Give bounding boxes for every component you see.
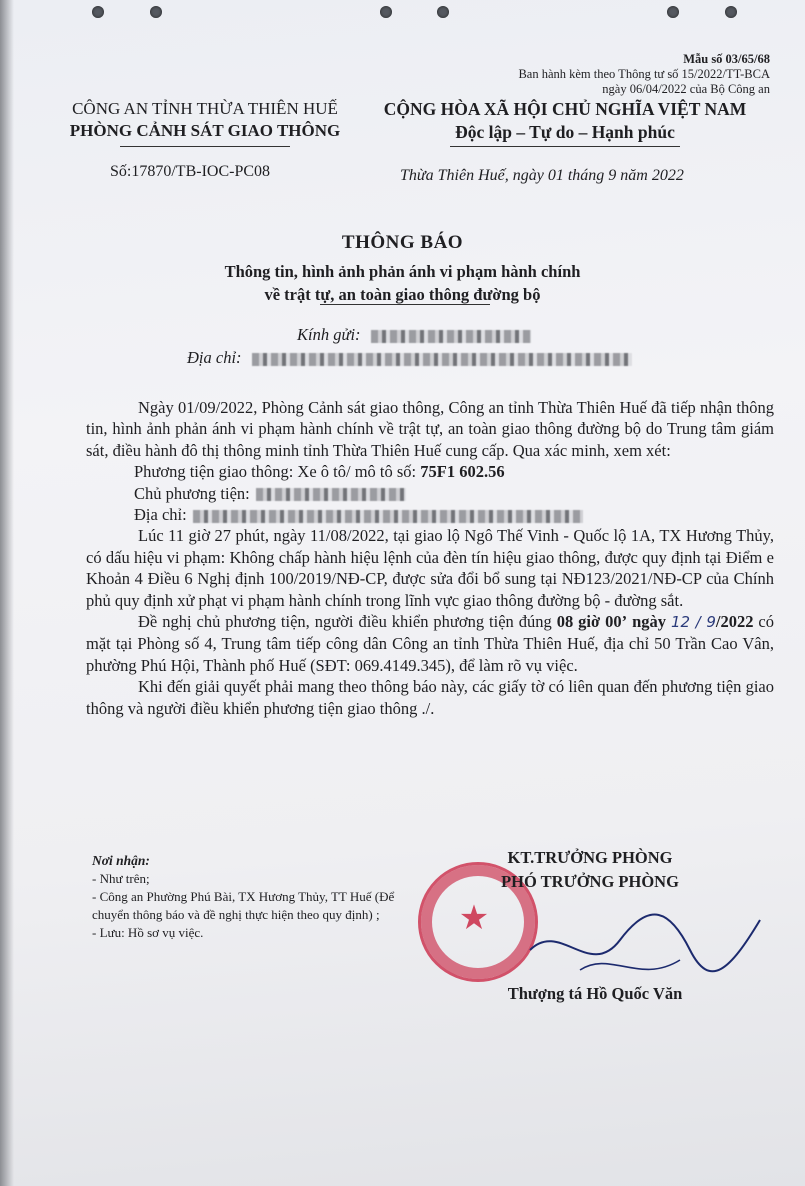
handwritten-date: 12 / 9 (670, 613, 716, 632)
agency-department: PHÒNG CẢNH SÁT GIAO THÔNG (69, 121, 341, 140)
notice-body (86, 397, 774, 719)
republic-motto: Độc lập – Tự do – Hạnh phúc (455, 122, 675, 142)
paragraph-intro: Ngày 01/09/2022, Phòng Cảnh sát giao thông, Công an tỉnh Thừa Thiên Huế đã tiếp nhận thông tin, hình ảnh phản ánh vi phạm hành chính về trật tự, an toàn giao thông đường bộ do Trung tâm giám sát, điều hành đô thị thông minh tỉnh Thừa Thiên Huế cung cấp. Qua xác minh, xem xét: (86, 398, 774, 460)
agency-header (50, 98, 360, 142)
seal-star-icon: ★ (458, 898, 490, 938)
appointment-day-label: ngày (632, 612, 667, 632)
signature-block (440, 846, 740, 894)
paragraph-instructions: Khi đến giải quyết phải mang theo thông báo này, các giấy tờ có liên quan đến phương tiện giao thông và người điều khiển phương tiện giao thông ./. (86, 677, 774, 718)
punch-hole (725, 6, 737, 18)
place-date: Thừa Thiên Huế, ngày 01 tháng 9 năm 2022 (400, 167, 684, 184)
notice-subtitle (0, 260, 805, 306)
recipient-item: - Công an Phường Phú Bài, TX Hương Thủy, TT Huế (Để chuyển thông báo và đề nghị thực hiện theo quy định) ; (92, 889, 395, 922)
appointment-time: 08 giờ 00’ (556, 612, 628, 632)
request-text-b: có mặt tại Phòng số 4, Trung tâm tiếp công dân Công an tỉnh Thừa Thiên Huế, địa chỉ 50 Trần Cao Vân, phường Phú Hội, Thành phố Huế (SĐT: 069.4149.345), để làm rõ vụ việc. (86, 612, 775, 675)
form-code: Mẫu số 03/65/68 (683, 52, 770, 66)
address-label: Địa chỉ: (187, 348, 242, 367)
vehicle-line (86, 461, 774, 482)
vehicle-plate: 75F1 602.56 (420, 462, 505, 482)
signer-name: Thượng tá Hồ Quốc Văn (507, 984, 683, 1003)
agency-parent: CÔNG AN TỈNH THỪA THIÊN HUẾ (72, 99, 338, 118)
punch-hole (667, 6, 679, 18)
recipients-list (92, 852, 422, 942)
subtitle-line1: Thông tin, hình ảnh phản ánh vi phạm hành chính (224, 262, 581, 281)
redacted-address (252, 353, 632, 366)
paragraph-violation: Lúc 11 giờ 27 phút, ngày 11/08/2022, tại giao lộ Ngô Thế Vinh - Quốc lộ 1A, TX Hương Thủy, có dấu hiệu vi phạm: Không chấp hành hiệu lệnh của đèn tín hiệu giao thông, được quy định tại Điểm e Khoản 4 Điều 6 Nghị định 100/2019/NĐ-CP, được sửa đổi bổ sung tại NĐ123/2021/NĐ-CP của Chính phủ quy định xử phạt vi phạm hành chính trong lĩnh vực giao thông đường bộ - đường sắt. (86, 526, 774, 610)
redacted-owner-address (193, 510, 583, 523)
agency-underline (120, 146, 290, 147)
recipient-item: - Lưu: Hồ sơ vụ việc. (92, 925, 204, 940)
motto-underline (450, 146, 680, 147)
document-number: Số:17870/TB-IOC-PC08 (110, 163, 271, 180)
request-text-a: Đề nghị chủ phương tiện, người điều khiển phương tiện đúng (138, 612, 557, 632)
form-issued-line2: ngày 06/04/2022 của Bộ Công an (602, 82, 770, 96)
appointment-year: /2022 (715, 612, 754, 632)
form-reference (470, 52, 770, 97)
owner-line (86, 483, 774, 504)
vehicle-label: Phương tiện giao thông: Xe ô tô/ mô tô số: (134, 462, 421, 482)
redacted-name (371, 330, 531, 343)
punch-hole (92, 6, 104, 18)
owner-label: Chủ phương tiện: (134, 483, 250, 503)
signature-subtitle: PHÓ TRƯỞNG PHÒNG (501, 872, 679, 891)
recipients-title: Nơi nhận: (92, 853, 150, 868)
owner-address-line (86, 504, 774, 525)
notice-title: THÔNG BÁO (341, 232, 464, 253)
recipient-line (297, 325, 531, 345)
signature-title: KT.TRƯỞNG PHÒNG (507, 848, 673, 867)
redacted-owner (256, 488, 406, 501)
punch-hole (380, 6, 392, 18)
republic-name: CỘNG HÒA XÃ HỘI CHỦ NGHĨA VIỆT NAM (383, 99, 747, 119)
page-edge-shadow (0, 0, 14, 1186)
republic-header (365, 98, 765, 144)
form-issued-line1: Ban hành kèm theo Thông tư số 15/2022/TT-BCA (518, 67, 770, 81)
recipient-item: - Như trên; (92, 871, 150, 886)
paragraph-request (86, 611, 774, 676)
subtitle-line2: về trật tự, an toàn giao thông đường bộ (264, 285, 541, 304)
address-line (187, 348, 632, 368)
punch-hole (437, 6, 449, 18)
owner-address-label: Địa chỉ: (134, 505, 187, 525)
recipient-label: Kính gửi: (297, 325, 361, 344)
subtitle-underline (320, 304, 490, 305)
punch-holes (0, 0, 805, 22)
punch-hole (150, 6, 162, 18)
